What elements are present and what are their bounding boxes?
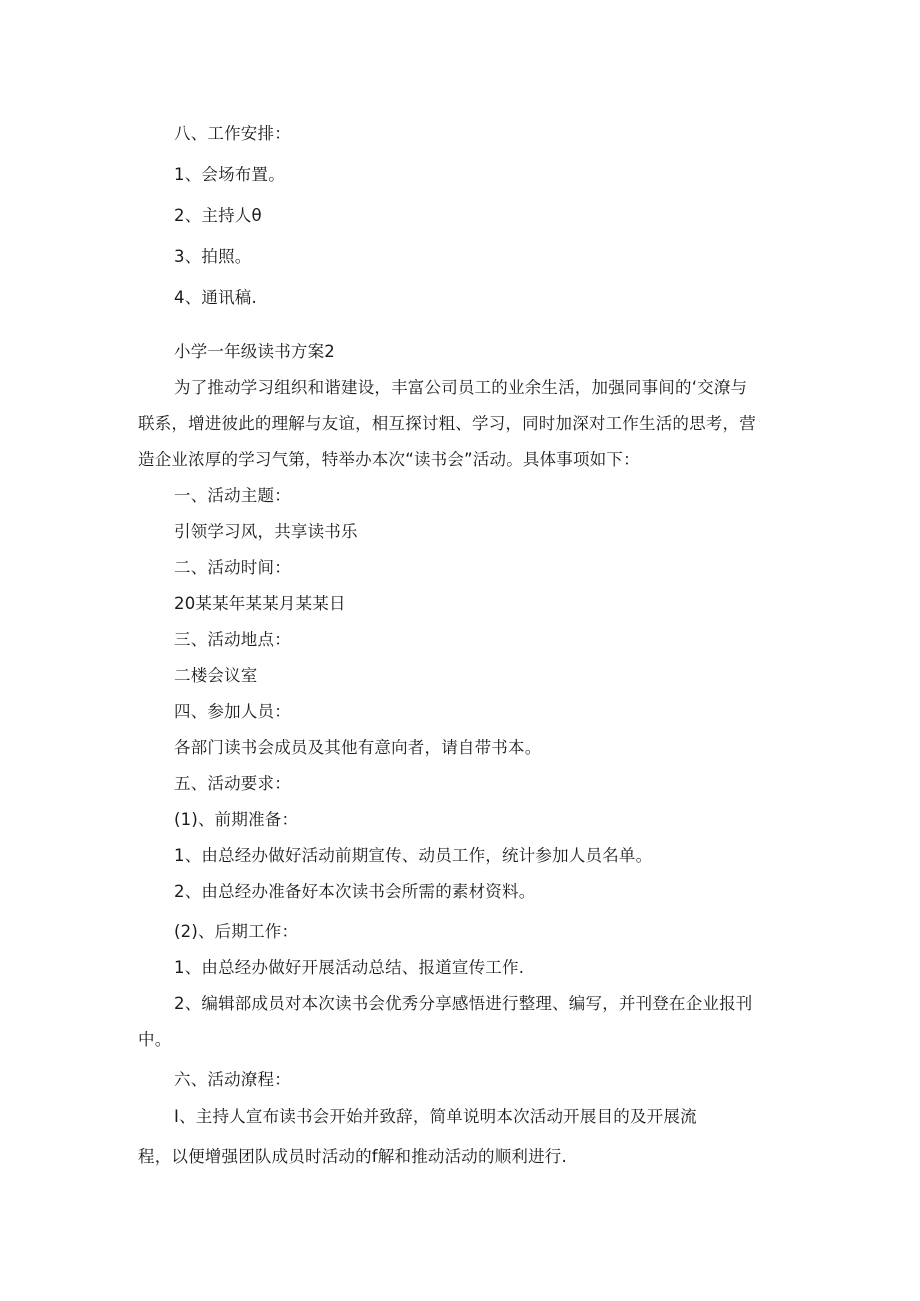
section-heading-location: 三、活动地点： (174, 630, 291, 649)
list-item: 2、主持人θ (174, 206, 262, 225)
section-heading-process: 六、活动潦程： (174, 1070, 291, 1089)
paragraph-line: 联系，增进彼此的理解与友谊，相互探讨粗、学习，同时加深对工作生活的思考，营 (138, 414, 756, 433)
section-body: 各部门读书会成员及其他有意向者，请自带书本。 (174, 738, 542, 757)
section-heading-theme: 一、活动主题： (174, 486, 291, 505)
section-heading-work-arrangement: 八、工作安排： (174, 124, 291, 143)
list-item: 2、编辑部成员对本次读书会优秀分享感悟进行整理、编写，并刊登在企业报刊 (174, 994, 753, 1013)
list-item: I、主持人宣布读书会开始并致辞，简单说明本次活动开展目的及开展流 (174, 1107, 697, 1126)
paragraph-line: 造企业浓厚的学习气第，特举办本次“读书会”活动。具体事项如下： (138, 450, 640, 469)
section-heading-participants: 四、参加人员： (174, 702, 291, 721)
section-body: 二楼会议室 (174, 666, 258, 685)
subsection-heading: (2)、后期工作： (174, 922, 299, 941)
list-item-continuation: 中。 (138, 1030, 172, 1049)
list-item-continuation: 程，以便增强团队成员时活动的f解和推动活动的顺利进行. (138, 1147, 567, 1166)
section-heading-requirements: 五、活动要求： (174, 774, 291, 793)
list-item: 1、会场布置。 (174, 165, 285, 184)
section-heading-time: 二、活动时间： (174, 558, 291, 577)
list-item: 4、通讯稿. (174, 288, 257, 307)
subsection-heading: (1)、前期准备： (174, 810, 299, 829)
list-item: 1、由总经办做好活动前期宣传、动员工作，统计参加人员名单。 (174, 846, 653, 865)
paragraph-line: 为了推动学习组织和谐建设，丰富公司员工的业余生活，加强同事间的‘交潦与 (174, 378, 748, 397)
section-body: 20某某年某某月某某日 (174, 594, 346, 613)
section-body: 引领学习风，共享读书乐 (174, 522, 358, 541)
document-title: 小学一年级读书方案2 (174, 342, 335, 361)
list-item: 3、拍照。 (174, 247, 252, 266)
list-item: 1、由总经办做好开展活动总结、报道宣传工作. (174, 958, 525, 977)
list-item: 2、由总经办准备好本次读书会所需的素材资料。 (174, 882, 536, 901)
